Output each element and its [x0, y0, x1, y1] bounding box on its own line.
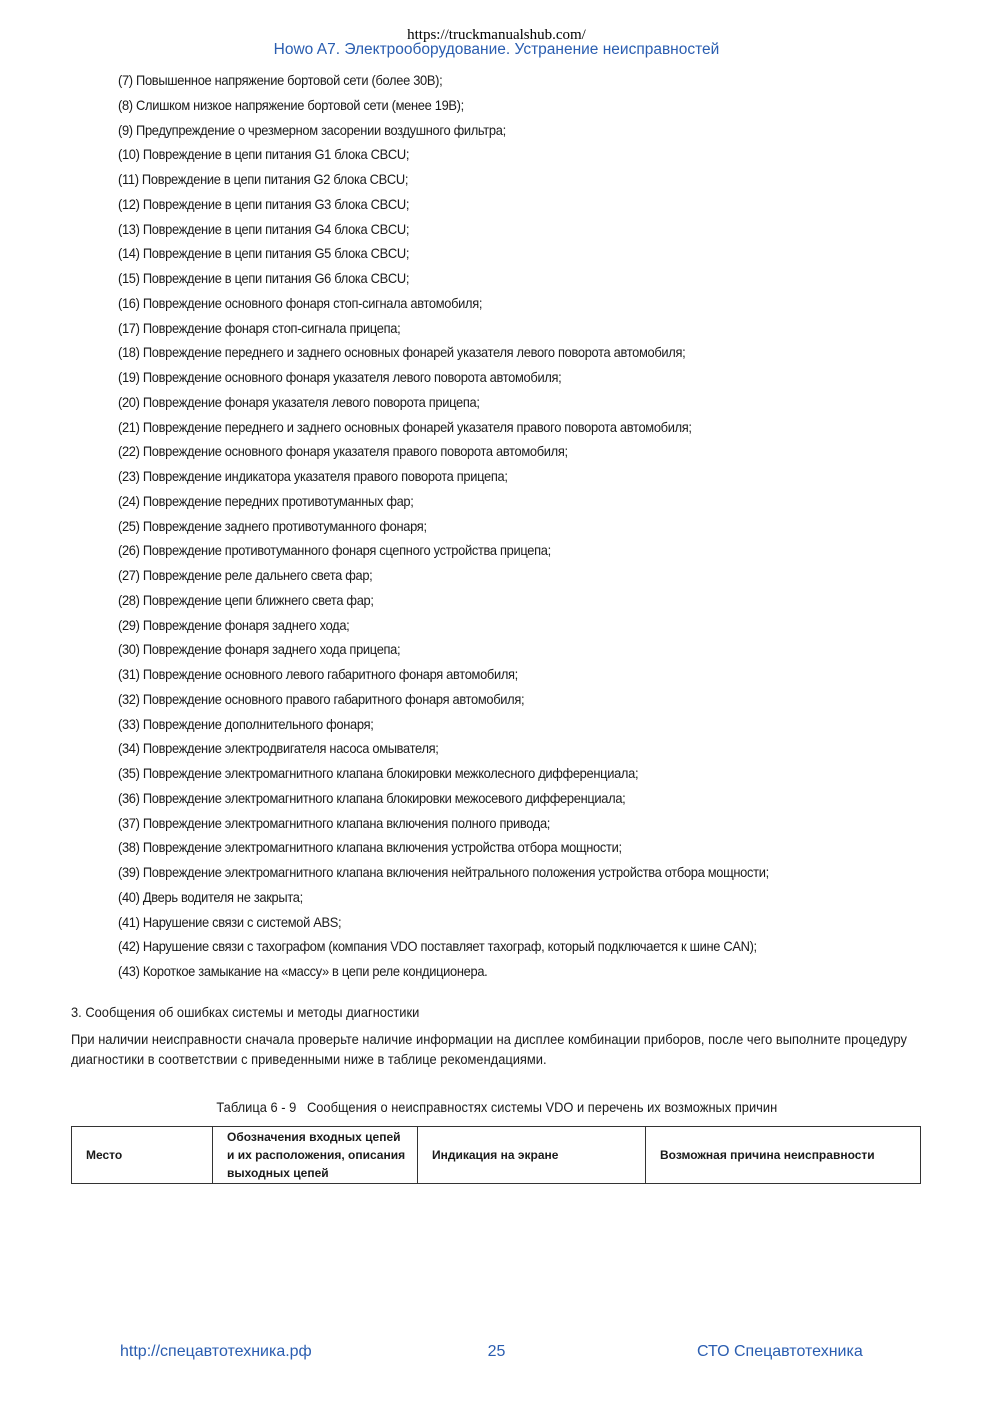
list-item: (10) Повреждение в цепи питания G1 блока CBCU;	[118, 146, 410, 163]
section-title: 3. Сообщения об ошибках системы и методы диагностики	[71, 1004, 420, 1020]
column-header-cause: Возможная причина неисправности	[646, 1127, 921, 1184]
list-item: (28) Повреждение цепи ближнего света фар;	[118, 591, 374, 608]
list-item: (20) Повреждение фонаря указателя левого поворота прицепа;	[118, 393, 480, 410]
list-item: (24) Повреждение передних противотуманных фар;	[118, 492, 414, 509]
list-item: (37) Повреждение электромагнитного клапана включения полного привода;	[118, 814, 551, 831]
list-item: (40) Дверь водителя не закрыта;	[118, 888, 303, 905]
list-item: (18) Повреждение переднего и заднего основных фонарей указателя левого поворота автомобиля;	[118, 344, 686, 361]
list-item: (21) Повреждение переднего и заднего основных фонарей указателя правого поворота автомобиля;	[118, 418, 692, 435]
header-title: Howo A7. Электрооборудование. Устранение неисправностей	[273, 41, 720, 58]
list-item: (34) Повреждение электродвигателя насоса омывателя;	[118, 740, 439, 757]
list-item: (36) Повреждение электромагнитного клапана блокировки межосевого дифференциала;	[118, 789, 626, 806]
list-item: (9) Предупреждение о чрезмерном засорении воздушного фильтра;	[118, 121, 506, 138]
list-item: (19) Повреждение основного фонаря указателя левого поворота автомобиля;	[118, 369, 562, 385]
list-item: (16) Повреждение основного фонаря стоп-сигнала автомобиля;	[118, 294, 483, 311]
page-number: 25	[487, 1343, 506, 1360]
list-item: (17) Повреждение фонаря стоп-сигнала прицепа;	[118, 319, 401, 336]
list-item: (27) Повреждение реле дальнего света фар;	[118, 567, 373, 583]
list-item: (13) Повреждение в цепи питания G4 блока CBCU;	[118, 220, 410, 237]
section-paragraph: При наличии неисправности сначала проверьте наличие информации на дисплее комбинации приборов, после чего выполните процедуру диагностики в соответствии с приведенными ниже в таблице рекомендациями.	[71, 1031, 907, 1067]
list-item: (31) Повреждение основного левого габаритного фонаря автомобиля;	[118, 666, 518, 682]
vdo-fault-table	[71, 1126, 921, 1184]
list-item: (35) Повреждение электромагнитного клапана блокировки межколесного дифференциала;	[118, 765, 639, 781]
list-item: (32) Повреждение основного правого габаритного фонаря автомобиля;	[118, 690, 525, 707]
list-item: (23) Повреждение индикатора указателя правого поворота прицепа;	[118, 468, 508, 484]
list-item: (30) Повреждение фонаря заднего хода прицепа;	[118, 641, 401, 658]
footer-link[interactable]: http://спецавтотехника.рф	[120, 1343, 312, 1360]
list-item: (22) Повреждение основного фонаря указателя правого поворота автомобиля;	[118, 443, 568, 460]
list-item: (29) Повреждение фонаря заднего хода;	[118, 616, 350, 633]
table-caption-text: Таблица 6 - 9 Сообщения о неисправностях системы VDO и перечень их возможных причин	[216, 1099, 777, 1115]
list-item: (41) Нарушение связи с системой ABS;	[118, 913, 342, 930]
list-item: (42) Нарушение связи с тахографом (компания VDO поставляет тахограф, который подключается к шине CAN);	[118, 938, 757, 955]
table-header-row	[72, 1127, 921, 1184]
list-item: (25) Повреждение заднего противотуманного фонаря;	[118, 517, 427, 534]
column-header-location: Место	[72, 1127, 213, 1184]
column-header-display: Индикация на экране	[418, 1127, 646, 1184]
list-item: (38) Повреждение электромагнитного клапана включения устройства отбора мощности;	[118, 839, 622, 856]
footer-company: СТО Спецавтотехника	[697, 1343, 863, 1360]
list-item: (39) Повреждение электромагнитного клапана включения нейтрального положения устройства отбора мощности;	[118, 864, 769, 880]
list-item: (43) Короткое замыкание на «массу» в цепи реле кондиционера.	[118, 963, 488, 979]
list-item: (7) Повышенное напряжение бортовой сети (более 30В);	[118, 72, 443, 88]
list-item: (8) Слишком низкое напряжение бортовой сети (менее 19В);	[118, 96, 464, 113]
list-item: (14) Повреждение в цепи питания G5 блока CBCU;	[118, 245, 410, 262]
list-item: (15) Повреждение в цепи питания G6 блока CBCU;	[118, 270, 410, 286]
column-header-circuits: Обозначения входных цепей и их расположения, описания выходных цепей	[213, 1127, 418, 1184]
list-item: (11) Повреждение в цепи питания G2 блока CBCU;	[118, 171, 409, 187]
fault-list	[118, 68, 958, 984]
list-item: (33) Повреждение дополнительного фонаря;	[118, 715, 374, 732]
list-item: (26) Повреждение противотуманного фонаря сцепного устройства прицепа;	[118, 542, 551, 559]
table-caption	[0, 1099, 993, 1115]
header-url: https://truckmanualshub.com/	[407, 27, 586, 43]
list-item: (12) Повреждение в цепи питания G3 блока CBCU;	[118, 195, 410, 212]
